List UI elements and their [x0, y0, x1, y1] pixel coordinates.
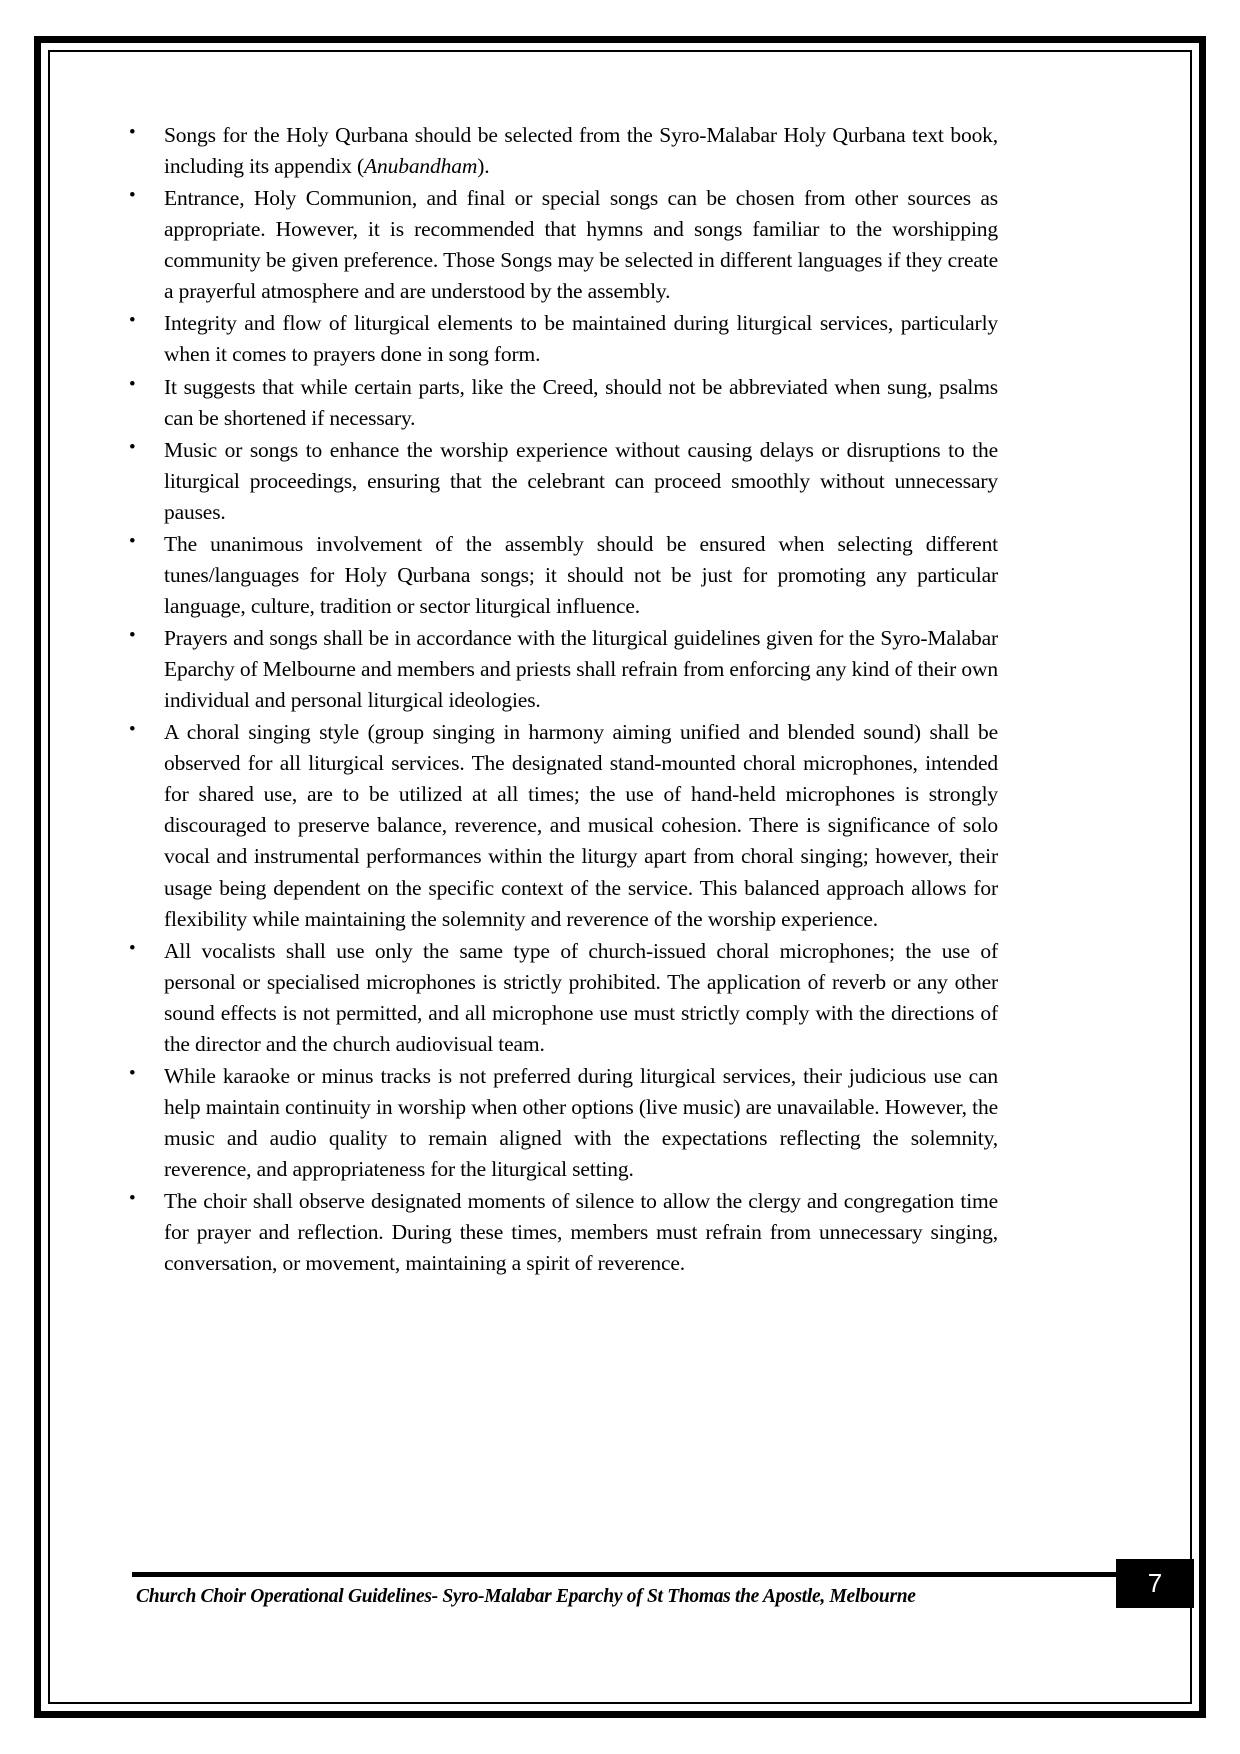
bullet-text: [164, 720, 998, 930]
text-run: ).: [477, 154, 490, 179]
text-run: While karaoke or minus tracks is not preferred during liturgical services, their judicious use can help maintain continuity in worship when other options (live music) are unavailable. However, the music and audio quality to remain aligned with the expectations reflecting the solemnity, reverence, and appropriateness for the liturgical setting.: [164, 1063, 998, 1182]
bullet-item: [118, 1061, 998, 1185]
bullet-point-icon: •: [129, 436, 136, 458]
bullet-text: [164, 1064, 998, 1181]
bullet-text: [164, 1189, 998, 1275]
bullet-point-icon: •: [129, 185, 136, 207]
guidelines-bullet-list: [118, 120, 998, 1279]
text-run: The unanimous involvement of the assembly should be ensured when selecting different tunes/languages for Holy Qurbana songs; it should not be just for promoting any particular language, culture, tradition or sector liturgical influence.: [164, 531, 998, 618]
bullet-item: [118, 372, 998, 434]
footer-divider: [132, 1572, 1122, 1577]
bullet-point-icon: •: [129, 1062, 136, 1084]
bullet-point-icon: •: [129, 1188, 136, 1210]
bullet-text: [164, 375, 998, 430]
bullet-item: [118, 183, 998, 307]
bullet-text: [164, 532, 998, 618]
bullet-point-icon: •: [129, 310, 136, 332]
text-run: The choir shall observe designated moments of silence to allow the clergy and congregation time for prayer and reflection. During these times, members must refrain from unnecessary singing, conversation, or movement, maintaining a spirit of reverence.: [164, 1189, 998, 1276]
bullet-point-icon: •: [129, 122, 136, 143]
bullet-text: [164, 626, 998, 712]
bullet-item: [118, 1186, 998, 1279]
bullet-item: [118, 936, 998, 1060]
page-number-value: 7: [1147, 1568, 1163, 1598]
text-run: All vocalists shall use only the same type of church-issued choral microphones; the use of personal or specialised microphones is strictly prohibited. The application of reverb or any other sound effects is not permitted, and all microphone use must strictly comply with the directions of the director and the church audiovisual team.: [164, 938, 998, 1056]
bullet-item: [118, 623, 998, 716]
bullet-point-icon: •: [129, 530, 136, 552]
bullet-text: [164, 311, 998, 366]
bullet-item: [118, 529, 998, 622]
page-content: [118, 120, 998, 1280]
footer-title: Church Choir Operational Guidelines- Syro-Malabar Eparchy of St Thomas the Apostle, Melbourne: [136, 1586, 916, 1607]
page-footer: [118, 1568, 1163, 1646]
bullet-text: [164, 438, 998, 524]
text-run: Entrance, Holy Communion, and final or special songs can be chosen from other sources as appropriate. However, it is recommended that hymns and songs familiar to the worshipping community be given preference. Those Songs may be selected in different languages if they create a prayerful atmosphere and are understood by the assembly.: [164, 186, 998, 304]
bullet-point-icon: •: [129, 719, 136, 741]
text-run: It suggests that while certain parts, like the Creed, should not be abbreviated when sung, psalms can be shortened if necessary.: [164, 374, 998, 430]
bullet-item: [118, 717, 998, 934]
bullet-text: [164, 186, 998, 303]
text-run: Prayers and songs shall be in accordance with the liturgical guidelines given for the Syro-Malabar Eparchy of Melbourne and members and priests shall refrain from enforcing any kind of their own individual and personal liturgical ideologies.: [164, 626, 998, 713]
bullet-item: [118, 120, 998, 182]
bullet-item: [118, 308, 998, 370]
page-number-badge: [1116, 1559, 1194, 1608]
text-run: A choral singing style (group singing in harmony aiming unified and blended sound) shall be observed for all liturgical services. The designated stand-mounted choral microphones, intended for shared use, are to be utilized at all times; the use of hand-held microphones is strongly discouraged to preserve balance, reverence, and musical cohesion. There is significance of solo vocal and instrumental performances within the liturgy apart from choral singing; however, their usage being dependent on the specific context of the service. This balanced approach allows for flexibility while maintaining the solemnity and reverence of the worship experience.: [164, 720, 998, 931]
text-run: Music or songs to enhance the worship experience without causing delays or disruptions to the liturgical proceedings, ensuring that the celebrant can proceed smoothly without unnecessary pauses.: [164, 437, 998, 524]
bullet-text: [164, 123, 998, 178]
bullet-text: [164, 939, 998, 1056]
text-run: Songs for the Holy Qurbana should be selected from the Syro-Malabar Holy Qurbana text book, including its appendix (: [164, 123, 998, 179]
bullet-point-icon: •: [129, 937, 136, 959]
bullet-point-icon: •: [129, 625, 136, 646]
text-run: Integrity and flow of liturgical elements to be maintained during liturgical services, particularly when it comes to prayers done in song form.: [164, 311, 998, 367]
bullet-point-icon: •: [129, 373, 136, 395]
bullet-item: [118, 435, 998, 528]
emphasised-term: Anubandham: [364, 154, 478, 179]
